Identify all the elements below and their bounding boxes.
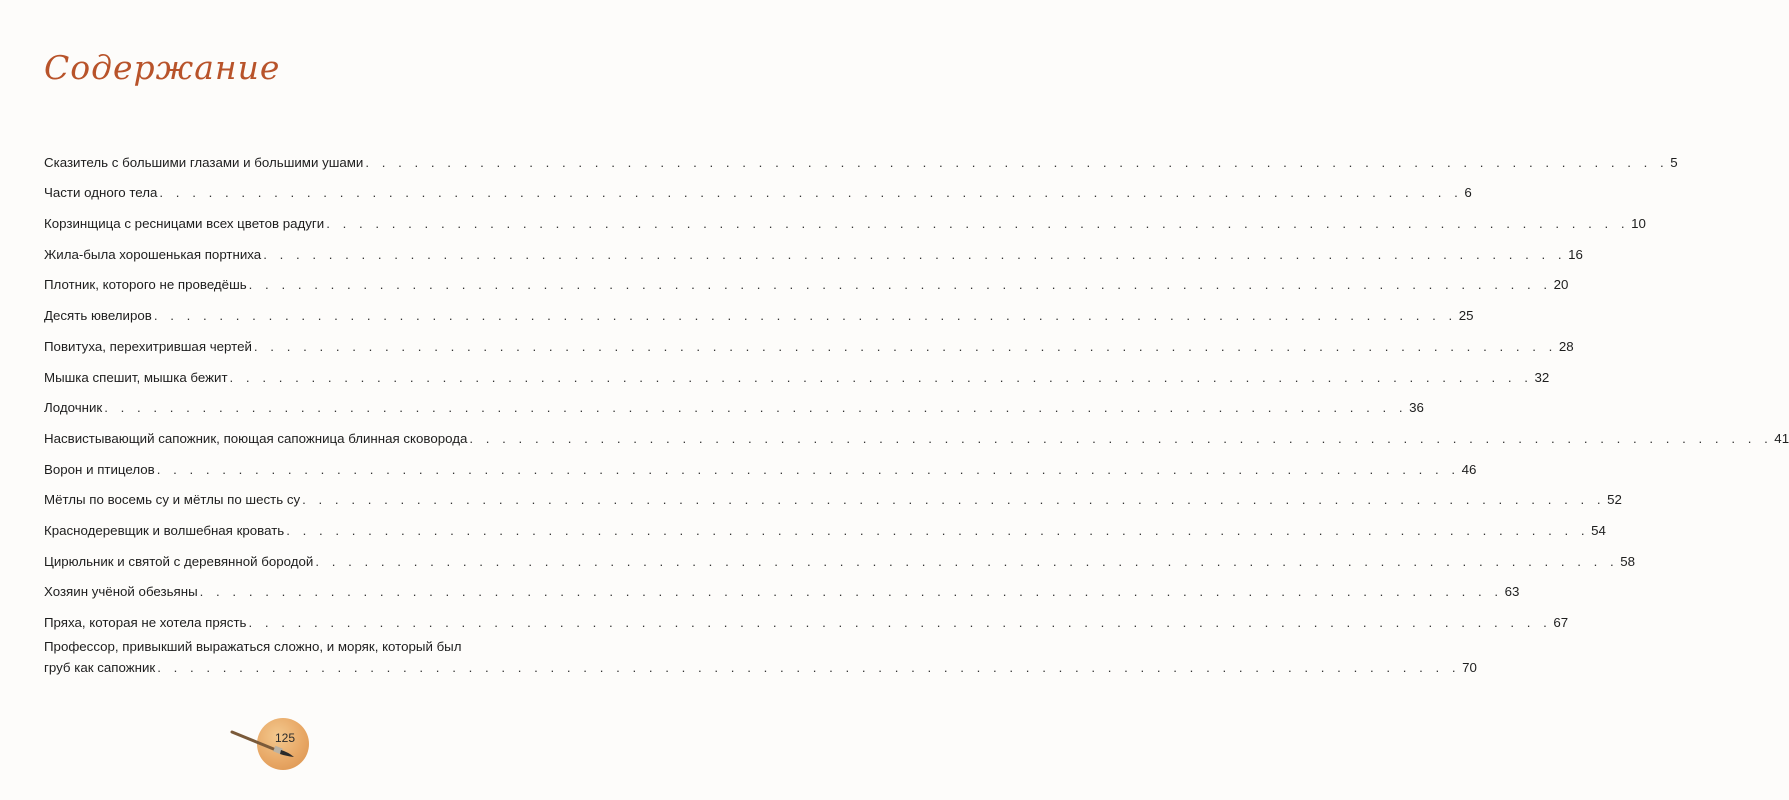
toc-entry[interactable] xyxy=(44,539,1636,570)
toc-entry[interactable] xyxy=(44,171,1472,202)
toc-entry-title: Насвистывающий сапожник, поющая сапожница блинная сковорода xyxy=(44,430,468,446)
toc-entry-title: Плотник, которого не проведёшь xyxy=(44,277,247,293)
toc-entry-title: Ворон и птицелов xyxy=(44,461,155,477)
dot-leader: . . . . . . . . . . . . . . . . . . . . . . . . . . . . . . . . . . . . . . . . . . . . . . . . . . . . . . . . . . . . . . . . . . . . . . . . . . . . . . . . xyxy=(326,216,1630,232)
dot-leader: . . . . . . . . . . . . . . . . . . . . . . . . . . . . . . . . . . . . . . . . . . . . . . . . . . . . . . . . . . . . . . . . . . . . . . . . . . . . . . . . xyxy=(286,522,1590,538)
toc-entry-page: 10 xyxy=(1631,216,1646,232)
toc-entry-page: 52 xyxy=(1607,492,1622,508)
toc-entry[interactable] xyxy=(44,386,1424,417)
dot-leader: . . . . . . . . . . . . . . . . . . . . . . . . . . . . . . . . . . . . . . . . . . . . . . . . . . . . . . . . . . . . . . . . . . . . . . . . . . . . . . . . xyxy=(263,246,1567,262)
dot-leader: . . . . . . . . . . . . . . . . . . . . . . . . . . . . . . . . . . . . . . . . . . . . . . . . . . . . . . . . . . . . . . . . . . . . . . . . . . . . . . . . xyxy=(315,553,1619,569)
dot-leader: . . . . . . . . . . . . . . . . . . . . . . . . . . . . . . . . . . . . . . . . . . . . . . . . . . . . . . . . . . . . . . . . . . . . . . . . . . . . . . . . xyxy=(302,492,1606,508)
toc-entry-title: Сказитель с большими глазами и большими ушами xyxy=(44,154,364,170)
toc-entry[interactable] xyxy=(44,293,1474,324)
toc-entry-page: 67 xyxy=(1553,615,1569,630)
dot-leader: . . . . . . . . . . . . . . . . . . . . . . . . . . . . . . . . . . . . . . . . . . . . . . . . . . . . . . . . . . . . . . . . . . . . . . . . . . . . . . . . xyxy=(159,185,1463,201)
toc-entry-page: 70 xyxy=(1462,660,1477,675)
dot-leader: . . . . . . . . . . . . . . . . . . . . . . . . . . . . . . . . . . . . . . . . . . . . . . . . . . . . . . . . . . . . . . . . . . . . . . . . . . . . . . . . xyxy=(253,338,1557,354)
toc-entry-title: Хозяин учёной обезьяны xyxy=(44,584,198,600)
toc-entry-title-line2: груб как сапожник xyxy=(44,660,156,675)
dot-leader: . . . . . . . . . . . . . . . . . . . . . . . . . . . . . . . . . . . . . . . . . . . . . . . . . . . . . . . . . . . . . . . . . . . . . . . . . . . . . . . . xyxy=(157,660,1461,675)
dot-leader: . . . . . . . . . . . . . . . . . . . . . . . . . . . . . . . . . . . . . . . . . . . . . . . . . . . . . . . . . . . . . . . . . . . . . . . . . . . . . . . . xyxy=(156,461,1460,477)
toc-entry-page: 5 xyxy=(1670,154,1678,170)
toc-entry-title: Лодочник xyxy=(44,400,103,416)
toc-entry[interactable] xyxy=(44,639,1477,676)
toc-entry-page: 63 xyxy=(1504,584,1520,600)
toc-entry-page: 20 xyxy=(1553,277,1569,293)
toc-entry[interactable] xyxy=(44,600,1569,631)
dot-leader: . . . . . . . . . . . . . . . . . . . . . . . . . . . . . . . . . . . . . . . . . . . . . . . . . . . . . . . . . . . . . . . . . . . . . . . . . . . . . . . . xyxy=(153,308,1457,324)
toc-entry[interactable] xyxy=(44,324,1574,355)
toc-entry-page: 54 xyxy=(1591,522,1606,538)
dot-leader: . . . . . . . . . . . . . . . . . . . . . . . . . . . . . . . . . . . . . . . . . . . . . . . . . . . . . . . . . . . . . . . . . . . . . . . . . . . . . . . . xyxy=(229,369,1533,385)
toc-entry-title: Мышка спешит, мышка бежит xyxy=(44,369,228,385)
toc-entry-page: 41 xyxy=(1774,430,1789,446)
toc-entry-title: Десять ювелиров xyxy=(44,308,152,324)
toc-entry[interactable] xyxy=(44,570,1520,601)
toc-entry-title: Части одного тела xyxy=(44,185,158,201)
toc-entry[interactable] xyxy=(44,355,1550,386)
toc-entry-title: Мётлы по восемь су и мётлы по шесть су xyxy=(44,492,301,508)
dot-leader: . . . . . . . . . . . . . . . . . . . . . . . . . . . . . . . . . . . . . . . . . . . . . . . . . . . . . . . . . . . . . . . . . . . . . . . . . . . . . . . . xyxy=(248,615,1552,630)
toc-entry-page: 36 xyxy=(1409,400,1424,416)
toc-entry-title: Корзинщица с ресницами всех цветов радуги xyxy=(44,216,325,232)
toc-entry-title: Жила-была хорошенькая портниха xyxy=(44,246,262,262)
dot-leader: . . . . . . . . . . . . . . . . . . . . . . . . . . . . . . . . . . . . . . . . . . . . . . . . . . . . . . . . . . . . . . . . . . . . . . . . . . . . . . . . xyxy=(104,400,1408,416)
toc-entry-page: 32 xyxy=(1534,369,1550,385)
paintbrush-icon xyxy=(228,728,298,758)
toc-entry[interactable] xyxy=(44,140,1678,171)
toc-entry[interactable] xyxy=(44,447,1477,478)
page-number: 125 xyxy=(274,731,296,745)
toc-entry-page: 58 xyxy=(1620,553,1636,569)
toc-entry-title: Пряха, которая не хотела прясть xyxy=(44,615,247,630)
toc-entry-title: Повитуха, перехитрившая чертей xyxy=(44,338,252,354)
page-title: Содержание xyxy=(44,48,281,87)
dot-leader: . . . . . . . . . . . . . . . . . . . . . . . . . . . . . . . . . . . . . . . . . . . . . . . . . . . . . . . . . . . . . . . . . . . . . . . . . . . . . . . . xyxy=(365,154,1669,170)
toc-entry[interactable] xyxy=(44,201,1646,232)
toc-entry[interactable] xyxy=(44,416,1789,447)
toc-entry-page: 28 xyxy=(1558,338,1574,354)
table-of-contents xyxy=(44,140,1789,676)
toc-entry-page: 16 xyxy=(1568,246,1583,262)
toc-entry-page: 6 xyxy=(1464,185,1472,201)
toc-entry-page: 25 xyxy=(1458,308,1474,324)
dot-leader: . . . . . . . . . . . . . . . . . . . . . . . . . . . . . . . . . . . . . . . . . . . . . . . . . . . . . . . . . . . . . . . . . . . . . . . . . . . . . . . . xyxy=(199,584,1503,600)
toc-entry-page: 46 xyxy=(1461,461,1477,477)
dot-leader: . . . . . . . . . . . . . . . . . . . . . . . . . . . . . . . . . . . . . . . . . . . . . . . . . . . . . . . . . . . . . . . . . . . . . . . . . . . . . . . . xyxy=(248,277,1552,293)
toc-entry-title: Цирюльник и святой с деревянной бородой xyxy=(44,553,314,569)
dot-leader: . . . . . . . . . . . . . . . . . . . . . . . . . . . . . . . . . . . . . . . . . . . . . . . . . . . . . . . . . . . . . . . . . . . . . . . . . . . . . . . . xyxy=(469,430,1773,446)
toc-entry-title-line1: Профессор, привыкший выражаться сложно, и моряк, который был xyxy=(44,639,462,654)
toc-entry-title: Краснодеревщик и волшебная кровать xyxy=(44,522,285,538)
toc-entry[interactable] xyxy=(44,232,1583,263)
toc-entry[interactable] xyxy=(44,478,1622,509)
toc-entry[interactable] xyxy=(44,508,1606,539)
toc-entry[interactable] xyxy=(44,263,1569,294)
